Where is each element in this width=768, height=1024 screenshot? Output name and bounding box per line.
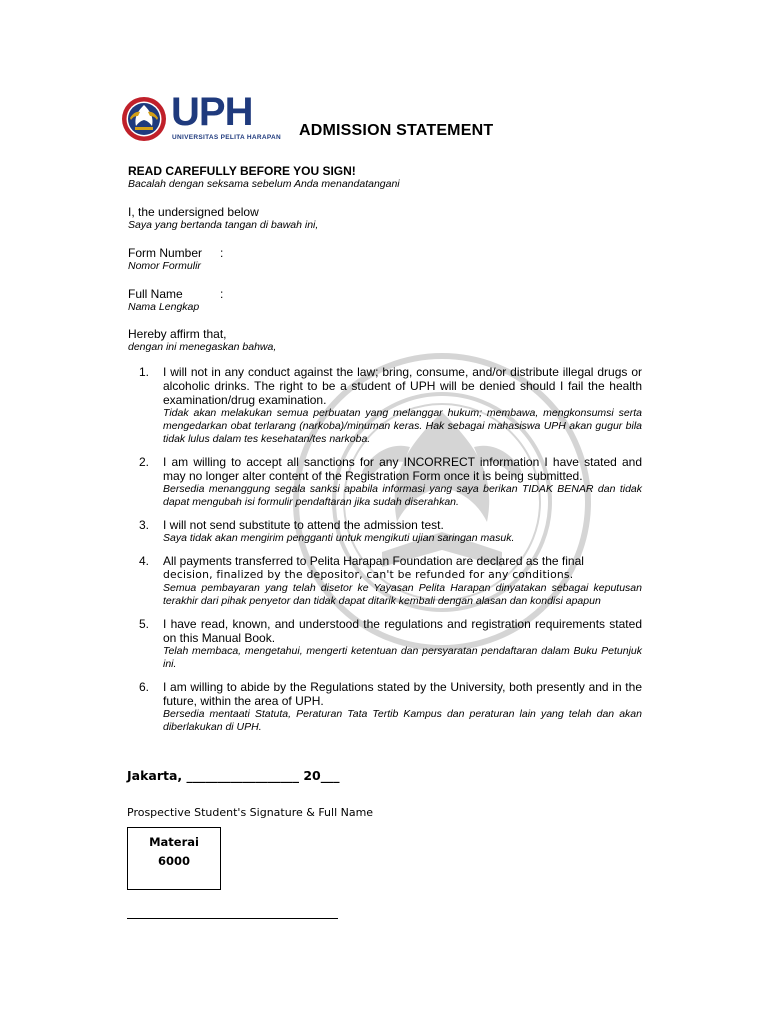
affirm-en: Hereby affirm that, [128, 327, 227, 341]
statement-id: Bersedia menanggung segala sanksi apabila informasi yang saya berikan TIDAK BENAR dan tidak dapat mengubah isi formulir pendaftaran jika sudah diserahkan. [163, 483, 642, 508]
statement-en: I am willing to abide by the Regulations stated by the University, both presently and in the future, within the area of UPH. [163, 680, 642, 708]
statement-number: 1. [139, 365, 150, 379]
statement-number: 4. [139, 554, 150, 568]
statement-en: I will not send substitute to attend the admission test. [163, 518, 444, 532]
stamp-duty-box [127, 827, 221, 890]
statement-item [128, 617, 642, 671]
logo-wordmark: UPH [171, 90, 253, 134]
statement-list [128, 365, 642, 734]
statement-id: Saya tidak akan mengirim pengganti untuk mengikuti ujian saringan masuk. [163, 532, 515, 544]
statement-item [128, 518, 642, 545]
statement-number: 2. [139, 455, 150, 469]
warning-id: Bacalah dengan seksama sebelum Anda menandatangani [128, 178, 400, 190]
document-title: ADMISSION STATEMENT [299, 122, 494, 139]
statement-number: 3. [139, 518, 150, 532]
signature-label: Prospective Student's Signature & Full Name [127, 806, 374, 819]
undersigned-id: Saya yang bertanda tangan di bawah ini, [128, 219, 319, 231]
uph-logo [121, 90, 282, 142]
statement-id: Tidak akan melakukan semua perbuatan yang melanggar hukum; membawa, mengkonsumsi serta mengedarkan obat terlarang (narkoba)/minuman keras. Hak sebagai mahasiswa UPH akan gugur bila tidak lulus dalam tes kesehatan/tes narkoba. [163, 407, 642, 445]
statement-id: Semua pembayaran yang telah disetor ke Yayasan Pelita Harapan dinyatakan sebagai keputusan terakhir dari pihak penyetor dan tidak dapat ditarik kembali dengan alasan dan kondisi apapun [163, 582, 642, 607]
read-carefully-block [128, 164, 648, 191]
statement-en: I am willing to accept all sanctions for any INCORRECT information I have stated and may no longer alter content of the Registration Form once it is being submitted. [163, 455, 642, 483]
uph-seal-icon [121, 96, 167, 142]
statement-number: 6. [139, 680, 150, 694]
full-name-field [128, 287, 648, 314]
form-number-colon: : [220, 246, 224, 260]
statement-number: 5. [139, 617, 150, 631]
full-name-label: Full Name [128, 287, 183, 301]
affirm-id: dengan ini menegaskan bahwa, [128, 341, 277, 353]
statement-item [128, 455, 642, 509]
statement-en: I will not in any conduct against the law; bring, consume, and/or distribute illegal drugs or alcoholic drinks. The right to be a student of UPH will be denied should I fail the health examination/drug examination. [163, 365, 642, 407]
stamp-value: 6000 [157, 854, 190, 868]
undersigned-block [128, 205, 648, 232]
stamp-label: Materai [149, 835, 199, 849]
statement-id: Bersedia mentaati Statuta, Peraturan Tata Tertib Kampus dan peraturan lain yang telah dan akan diberlakukan di UPH. [163, 708, 642, 733]
undersigned-en: I, the undersigned below [128, 205, 259, 219]
form-number-label: Form Number [128, 246, 203, 260]
warning-en: READ CAREFULLY BEFORE YOU SIGN! [128, 164, 356, 178]
form-number-field [128, 246, 648, 273]
statement-en: I have read, known, and understood the regulations and registration requirements stated on this Manual Book. [163, 617, 642, 645]
signature-line [127, 918, 338, 919]
statement-en-continued: decision, finalized by the depositor, can't be refunded for any conditions. [163, 568, 574, 581]
statement-id: Telah membaca, mengetahui, mengerti ketentuan dan persyaratan pendaftaran dalam Buku Petunjuk ini. [163, 645, 642, 670]
statement-en: All payments transferred to Pelita Harapan Foundation are declared as the final [163, 554, 584, 568]
statement-item [128, 680, 642, 734]
form-number-label-id: Nomor Formulir [128, 260, 201, 272]
affirm-block [128, 327, 648, 354]
full-name-colon: : [220, 287, 224, 301]
statement-item [128, 365, 642, 446]
statement-item [128, 554, 642, 608]
logo-subtitle: UNIVERSITAS PELITA HARAPAN [172, 134, 282, 141]
full-name-label-id: Nama Lengkap [128, 301, 200, 313]
place-date-line: Jakarta, __________________ 20___ [127, 768, 340, 783]
